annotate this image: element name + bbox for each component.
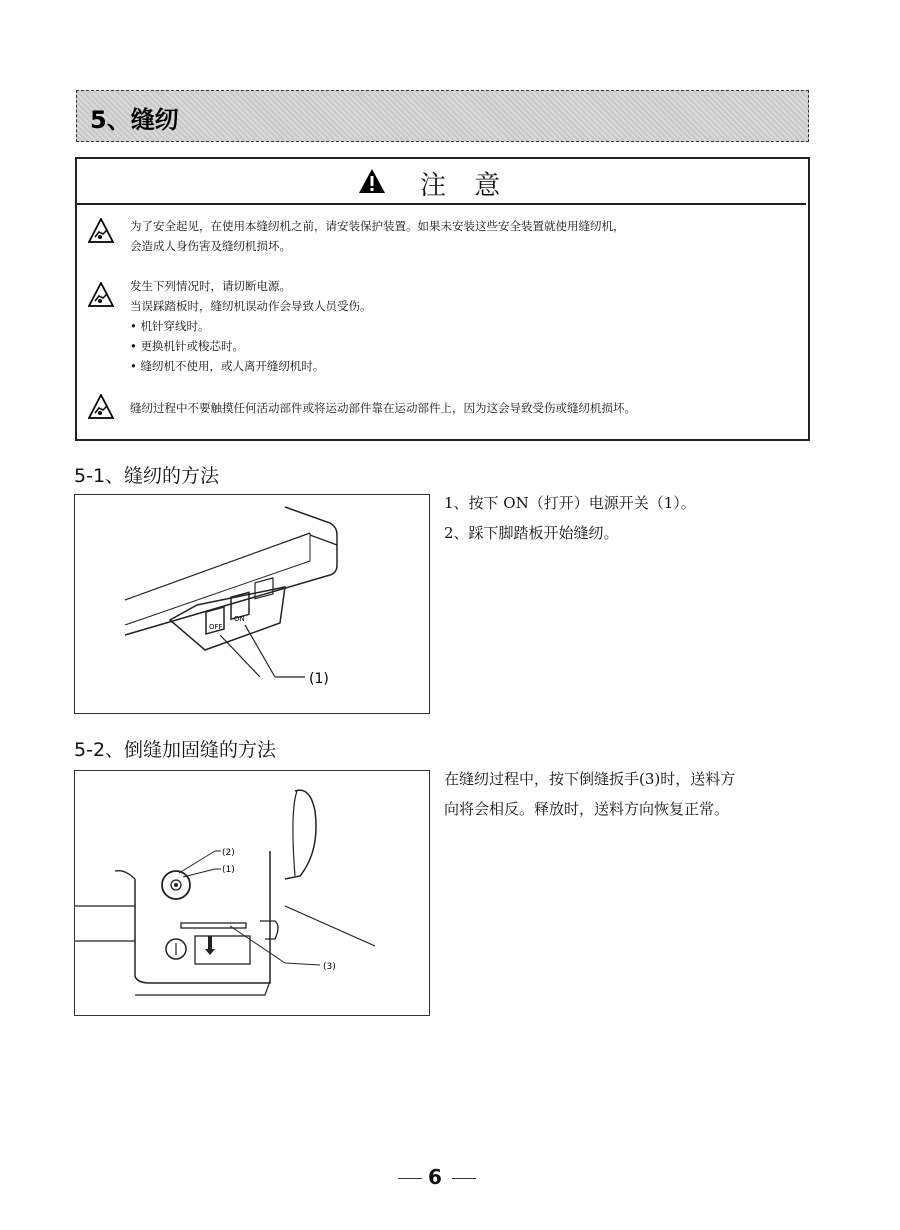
body-line: 向将会相反。释放时，送料方向恢复正常。 (444, 800, 730, 818)
caution-item-line: • 缝纫机不使用，或人离开缝纫机时。 (130, 359, 325, 373)
text-5-2 (444, 764, 735, 824)
section-title: 5、缝纫 (90, 106, 179, 134)
step-text: 1、按下 ON（打开）电源开关（1）。 (444, 494, 696, 512)
page-number-dash (398, 1178, 422, 1179)
caution-item-line: 会造成人身伤害及缝纫机损坏。 (130, 239, 291, 253)
caution-item-line: • 机针穿线时。 (130, 319, 210, 333)
caution-item-3 (130, 398, 636, 418)
figure-label: OFF (209, 623, 223, 631)
page-number-dash (452, 1178, 476, 1179)
caution-item-line: 发生下列情况时，请切断电源。 (130, 279, 291, 293)
section-header-bar (76, 90, 809, 142)
callout-2: (2) (222, 848, 235, 858)
subsection-title-5-1: 5-1、缝纫的方法 (74, 465, 220, 487)
figure-reverse-lever (74, 770, 430, 1016)
caution-title: 注 意 (420, 171, 511, 201)
page-number: 6 (428, 1165, 442, 1189)
hand-hazard-icon (88, 282, 114, 308)
body-line: 在缝纫过程中，按下倒缝扳手(3)时，送料方 (444, 770, 736, 788)
callout-1: (1) (309, 671, 329, 687)
caution-item-line: 为了安全起见，在使用本缝纫机之前，请安装保护装置。如果未安装这些安全装置就使用缝纫机， (130, 219, 625, 233)
hand-hazard-icon (88, 218, 114, 244)
caution-item-line: 缝纫过程中不要触摸任何活动部件或将运动部件靠在运动部件上，因为这会导致受伤或缝纫机损坏。 (130, 401, 636, 415)
callout-1: (1) (222, 865, 235, 875)
hand-hazard-icon (88, 394, 114, 420)
steps-5-1 (444, 488, 696, 548)
warning-icon (358, 168, 386, 194)
subsection-title-5-2: 5-2、倒缝加固缝的方法 (74, 739, 277, 761)
caution-item-line: 当误踩踏板时，缝纫机误动作会导致人员受伤。 (130, 299, 372, 313)
caution-item-line: • 更换机针或梭芯时。 (130, 339, 244, 353)
callout-3: (3) (323, 962, 336, 972)
step-text: 2、踩下脚踏板开始缝纫。 (444, 524, 619, 542)
caution-item-2 (130, 276, 372, 376)
figure-power-switch (74, 494, 430, 714)
figure-label: ON (234, 615, 245, 623)
caution-item-1 (130, 216, 625, 256)
